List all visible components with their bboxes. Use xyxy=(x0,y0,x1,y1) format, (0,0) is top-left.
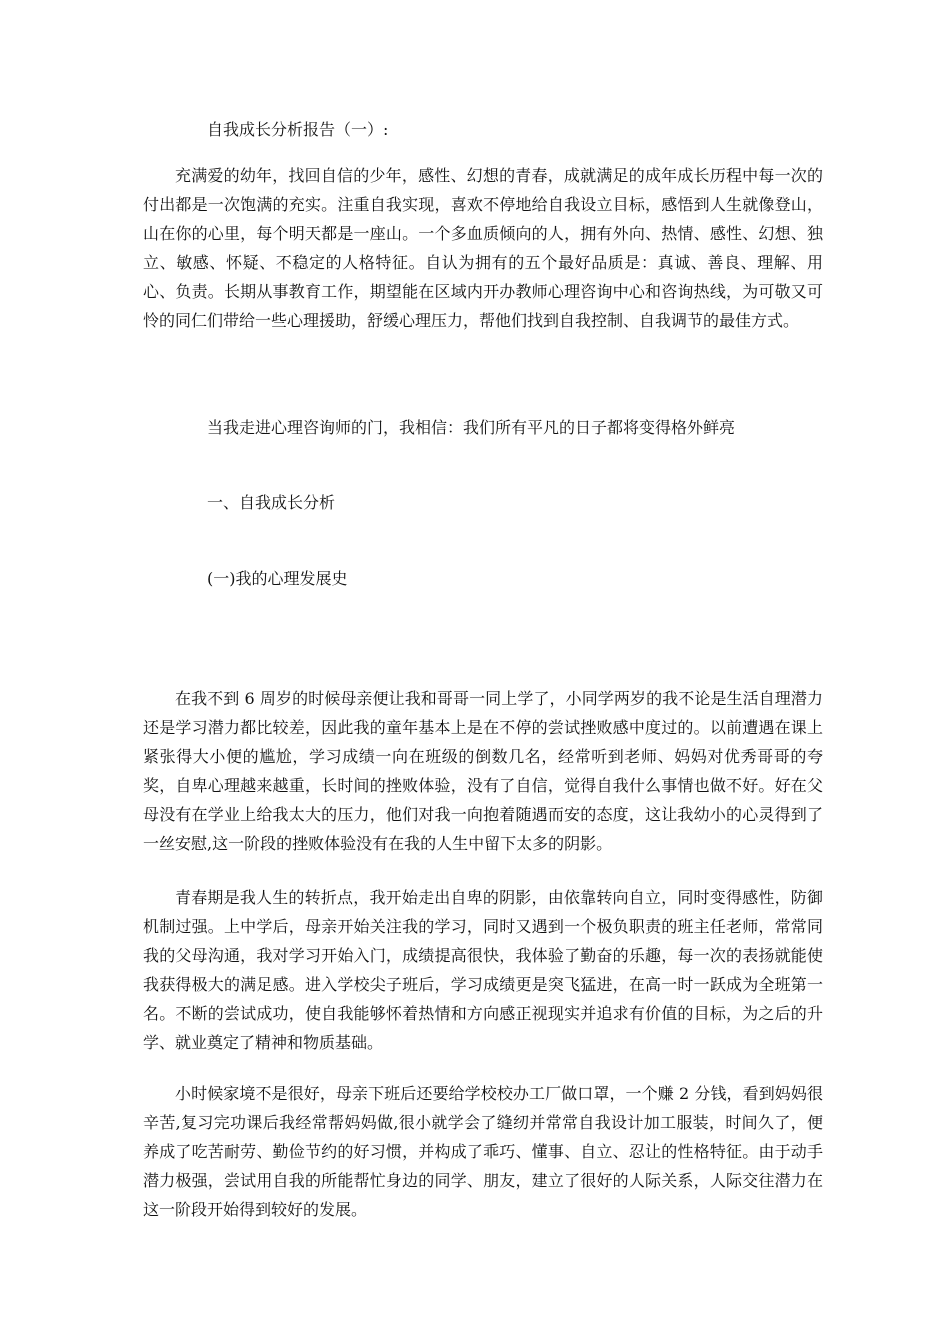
section-heading: 一、自我成长分析 xyxy=(207,493,336,512)
document-title: 自我成长分析报告（一）: xyxy=(207,120,389,139)
paragraph-family: 小时候家境不是很好，母亲下班后还要给学校校办工厂做口罩，一个赚 2 分钱，看到妈妈很辛苦,复习完功课后我经常帮妈妈做,很小就学会了缝纫并常常自我设计加工服装，时间久了，便养成了吃苦耐劳、勤俭节约的好习惯，并构成了乖巧、懂事、自立、忍让的性格特征。由于动手潜力极强，尝试用自我的所能帮忙身边的同学、朋友，建立了很好的人际关系，人际交往潜力在这一阶段开始得到较好的发展。 xyxy=(143,1084,823,1219)
intro-paragraph: 充满爱的幼年，找回自信的少年，感性、幻想的青春，成就满足的成年成长历程中每一次的付出都是一次饱满的充实。注重自我实现，喜欢不停地给自我设立目标，感悟到人生就像登山，山在你的心里，每个明天都是一座山。一个多血质倾向的人，拥有外向、热情、感性、幻想、独立、敏感、怀疑、不稳定的人格特征。自认为拥有的五个最好品质是：真诚、善良、理解、用心、负责。长期从事教育工作，期望能在区域内开办教师心理咨询中心和咨询热线，为可敬又可怜的同仁们带给一些心理援助，舒缓心理压力，帮他们找到自我控制、自我调节的最佳方式。 xyxy=(143,166,823,330)
subsection-heading: (一)我的心理发展史 xyxy=(207,569,348,588)
paragraph-youth: 青春期是我人生的转折点，我开始走出自卑的阴影，由依靠转向自立，同时变得感性，防御机制过强。上中学后，母亲开始关注我的学习，同时又遇到一个极负职责的班主任老师，常常同我的父母沟通，我对学习开始入门，成绩提高很快，我体验了勤奋的乐趣，每一次的表扬就能使我获得极大的满足感。进入学校尖子班后，学习成绩更是突飞猛进，在高一时一跃成为全班第一名。不断的尝试成功，使自我能够怀着热情和方向感正视现实并追求有价值的目标，为之后的升学、就业奠定了精神和物质基础。 xyxy=(143,888,823,1052)
quote-line: 当我走进心理咨询师的门，我相信：我们所有平凡的日子都将变得格外鲜亮 xyxy=(207,418,736,437)
paragraph-childhood: 在我不到 6 周岁的时候母亲便让我和哥哥一同上学了，小同学两岁的我不论是生活自理潜力还是学习潜力都比较差，因此我的童年基本上是在不停的尝试挫败感中度过的。以前遭遇在课上紧张得大小便的尴尬，学习成绩一向在班级的倒数几名，经常听到老师、妈妈对优秀哥哥的夸奖，自卑心理越来越重，长时间的挫败体验，没有了自信，觉得自我什么事情也做不好。好在父母没有在学业上给我太大的压力，他们对我一向抱着随遇而安的态度，这让我幼小的心灵得到了一丝安慰,这一阶段的挫败体验没有在我的人生中留下太多的阴影。 xyxy=(143,689,823,853)
